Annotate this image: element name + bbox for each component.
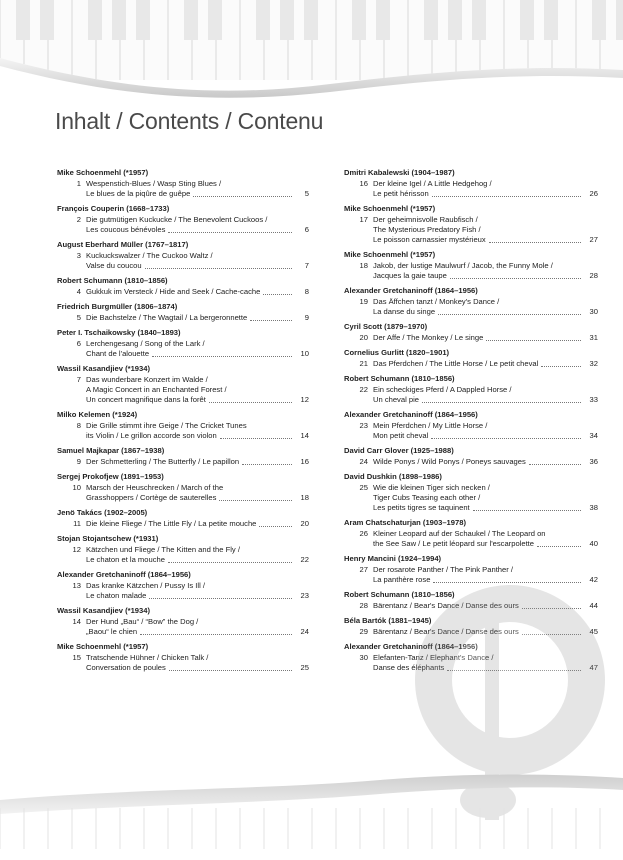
composer-name: Robert Schumann (1810–1856) <box>57 276 168 285</box>
composer-name: Béla Bartók (1881–1945) <box>344 616 432 625</box>
composer-name: David Dushkin (1898–1986) <box>344 472 442 481</box>
piece-title-line: Das Äffchen tanzt / Monkey's Dance / <box>373 297 500 306</box>
piece-title-line: Lerchengesang / Song of the Lark / <box>86 339 205 348</box>
piece-title-line: Die Grille stimmt ihre Geige / The Cricket Tunes <box>86 421 247 430</box>
page-number: 31 <box>589 333 598 342</box>
piece-number: 29 <box>359 627 368 636</box>
piece-title-line: Le poisson carnassier mystérieux <box>373 235 486 244</box>
page-number: 45 <box>589 627 598 636</box>
toc-entry[interactable] <box>344 359 598 369</box>
toc-entry[interactable] <box>344 333 598 343</box>
toc-entry[interactable] <box>57 251 309 271</box>
composer-name: Aram Chatschaturjan (1903–1978) <box>344 518 466 527</box>
composer-group <box>344 204 598 245</box>
piece-title-line: Der Schmetterling / The Butterfly / Le papillon <box>86 457 240 466</box>
dot-leader <box>537 546 581 547</box>
page-number: 40 <box>589 539 598 548</box>
piece-title-line: The Mysterious Predatory Fish / <box>373 225 481 234</box>
toc-entry[interactable] <box>344 653 598 673</box>
dot-leader <box>168 232 292 233</box>
dot-leader <box>433 582 581 583</box>
piece-number: 14 <box>72 617 81 626</box>
piece-number: 12 <box>72 545 81 554</box>
composer-group <box>344 518 598 549</box>
composer-group <box>344 642 598 673</box>
composer-group <box>57 276 309 297</box>
piece-number: 18 <box>359 261 368 270</box>
piece-title-line: „Baou“ le chien <box>86 627 138 636</box>
composer-name: Alexander Gretchaninoff (1864–1956) <box>344 642 478 651</box>
piece-number: 16 <box>359 179 368 188</box>
piano-keyboard-footer <box>0 760 623 849</box>
dot-leader <box>438 314 581 315</box>
piece-title-line: its Violin / Le grillon accorde son violon <box>86 431 217 440</box>
toc-entry[interactable] <box>344 627 598 637</box>
contents-column-right <box>344 168 598 678</box>
toc-entry[interactable] <box>344 565 598 585</box>
dot-leader <box>209 402 292 403</box>
page-number: 32 <box>589 359 598 368</box>
composer-group <box>344 554 598 585</box>
composer-name: Alexander Gretchaninoff (1864–1956) <box>344 410 478 419</box>
page-number: 38 <box>589 503 598 512</box>
piece-number: 1 <box>76 179 81 188</box>
toc-entry[interactable] <box>344 179 598 199</box>
piece-number: 23 <box>359 421 368 430</box>
piece-title-line: Le chaton et la mouche <box>86 555 165 564</box>
piece-title-line: Grasshoppers / Cortège de sauterelles <box>86 493 217 502</box>
page-number: 26 <box>589 189 598 198</box>
dot-leader <box>489 242 581 243</box>
piece-title-line: Les coucous bénévoles <box>86 225 166 234</box>
piece-title-line: Jacques la gaie taupe <box>373 271 447 280</box>
piece-title-line: La panthère rose <box>373 575 431 584</box>
composer-name: Mike Schoenmehl (*1957) <box>57 642 149 651</box>
composer-name: François Couperin (1668–1733) <box>57 204 170 213</box>
piece-number: 21 <box>359 359 368 368</box>
toc-entry[interactable] <box>344 215 598 245</box>
page-title: Inhalt / Contents / Contenu <box>55 108 324 134</box>
piece-title-line: Das kranke Kätzchen / Pussy Is Ill / <box>86 581 206 590</box>
composer-group <box>344 322 598 343</box>
dot-leader <box>220 438 292 439</box>
toc-entry[interactable] <box>344 261 598 281</box>
piece-title-line: Chant de l'alouette <box>86 349 150 358</box>
piece-number: 7 <box>76 375 81 384</box>
piece-title-line: Gukkuk im Versteck / Hide and Seek / Cache-cache <box>86 287 261 296</box>
toc-entry[interactable] <box>57 519 309 529</box>
piece-title-line: Der Hund „Bau“ / “Bow” the Dog / <box>86 617 199 626</box>
composer-group <box>57 240 309 271</box>
piece-title-line: Der geheimnisvolle Raubfisch / <box>373 215 478 224</box>
composer-group <box>57 328 309 359</box>
piano-keyboard-header <box>0 0 623 100</box>
composer-group <box>57 570 309 601</box>
page-number: 36 <box>589 457 598 466</box>
toc-entry[interactable] <box>57 653 309 673</box>
piece-title-line: Danse des éléphants <box>373 663 445 672</box>
dot-leader <box>168 562 292 563</box>
toc-entry[interactable] <box>344 421 598 441</box>
composer-name: Mike Schoenmehl (*1957) <box>344 250 436 259</box>
piece-title-line: Das wunderbare Konzert im Walde / <box>86 375 208 384</box>
composer-group <box>344 250 598 281</box>
composer-group <box>344 590 598 611</box>
page-number: 30 <box>589 307 598 316</box>
piece-title-line: Les petits tigres se taquinent <box>373 503 470 512</box>
toc-entry[interactable] <box>57 215 309 235</box>
piece-title-line: Le petit hérisson <box>373 189 429 198</box>
toc-entry[interactable] <box>57 375 309 405</box>
composer-name: Samuel Majkapar (1867–1938) <box>57 446 165 455</box>
piece-number: 9 <box>76 457 81 466</box>
composer-name: Mike Schoenmehl (*1957) <box>344 204 436 213</box>
page-number: 20 <box>300 519 309 528</box>
dot-leader <box>250 320 292 321</box>
toc-entry[interactable] <box>57 313 309 323</box>
dot-leader <box>259 526 292 527</box>
piece-title-line: Die gutmütigen Kuckucke / The Benevolent Cuckoos / <box>86 215 268 224</box>
composer-name: August Eberhard Müller (1767–1817) <box>57 240 189 249</box>
page-number: 28 <box>589 271 598 280</box>
piece-number: 3 <box>76 251 81 260</box>
composer-name: Cyril Scott (1879–1970) <box>344 322 428 331</box>
piece-number: 4 <box>76 287 81 296</box>
piece-title-line: Der rosarote Panther / The Pink Panther / <box>373 565 513 574</box>
piece-title-line: Kätzchen und Fliege / The Kitten and the Fly / <box>86 545 240 554</box>
toc-entry[interactable] <box>57 287 309 297</box>
composer-group <box>344 374 598 405</box>
piece-title-line: Das Pferdchen / The Little Horse / Le petit cheval <box>373 359 539 368</box>
composer-name: Stojan Stojantschew (*1931) <box>57 534 159 543</box>
page-number: 34 <box>589 431 598 440</box>
piece-title-line: Die kleine Fliege / The Little Fly / La petite mouche <box>86 519 257 528</box>
piece-title-line: Mein Pferdchen / My Little Horse / <box>373 421 488 430</box>
piece-title-line: Tiger Cubs Teasing each other / <box>373 493 481 502</box>
toc-entry[interactable] <box>57 581 309 601</box>
page-number: 27 <box>589 235 598 244</box>
dot-leader <box>140 634 292 635</box>
composer-group <box>57 472 309 503</box>
dot-leader <box>432 196 581 197</box>
piece-title-line: Kuckuckswalzer / The Cuckoo Waltz / <box>86 251 213 260</box>
toc-entry[interactable] <box>57 457 309 467</box>
piece-number: 28 <box>359 601 368 610</box>
composer-name: Friedrich Burgmüller (1806–1874) <box>57 302 178 311</box>
piece-title-line: Wie die kleinen Tiger sich necken / <box>373 483 490 492</box>
page-number: 24 <box>300 627 309 636</box>
toc-entry[interactable] <box>344 297 598 317</box>
page-number: 8 <box>304 287 309 296</box>
dot-leader <box>522 634 581 635</box>
toc-entry[interactable] <box>57 617 309 637</box>
dot-leader <box>219 500 292 501</box>
contents-column-left <box>57 168 309 678</box>
piece-number: 24 <box>359 457 368 466</box>
piece-number: 10 <box>72 483 81 492</box>
page-number: 22 <box>300 555 309 564</box>
page-number: 14 <box>300 431 309 440</box>
page-number: 42 <box>589 575 598 584</box>
composer-name: David Carr Glover (1925–1988) <box>344 446 454 455</box>
piece-title-line: Ein scheckiges Pferd / A Dappled Horse / <box>373 385 512 394</box>
dot-leader <box>450 278 581 279</box>
dot-leader <box>169 670 292 671</box>
toc-entry[interactable] <box>57 179 309 199</box>
piece-title-line: Kleiner Leopard auf der Schaukel / The Leopard on <box>373 529 546 538</box>
page-number: 33 <box>589 395 598 404</box>
dot-leader <box>522 608 581 609</box>
composer-name: Robert Schumann (1810–1856) <box>344 374 455 383</box>
piece-title-line: Jakob, der lustige Maulwurf / Jacob, the Funny Mole / <box>373 261 553 270</box>
toc-entry[interactable] <box>344 483 598 513</box>
toc-entry[interactable] <box>344 385 598 405</box>
piece-title-line: Valse du coucou <box>86 261 142 270</box>
piece-title-line: Wespenstich-Blues / Wasp Sting Blues / <box>86 179 222 188</box>
composer-group <box>344 616 598 637</box>
composer-group <box>57 302 309 323</box>
page-number: 9 <box>304 313 309 322</box>
composer-group <box>57 168 309 199</box>
composer-group <box>344 446 598 467</box>
dot-leader <box>193 196 292 197</box>
toc-entry[interactable] <box>344 601 598 611</box>
dot-leader <box>263 294 292 295</box>
toc-entry[interactable] <box>344 529 598 549</box>
page-number: 10 <box>300 349 309 358</box>
piece-title-line: Mon petit cheval <box>373 431 429 440</box>
composer-group <box>57 606 309 637</box>
piece-title-line: Marsch der Heuschrecken / March of the <box>86 483 224 492</box>
composer-name: Robert Schumann (1810–1856) <box>344 590 455 599</box>
dot-leader <box>152 356 292 357</box>
piece-title-line: Bärentanz / Bear's Dance / Danse des ours <box>373 627 519 636</box>
piece-number: 2 <box>76 215 81 224</box>
piece-title-line: Tratschende Hühner / Chicken Talk / <box>86 653 209 662</box>
piece-number: 8 <box>76 421 81 430</box>
piece-number: 26 <box>359 529 368 538</box>
composer-name: Wassil Kasandjiev (*1934) <box>57 606 150 615</box>
page-number: 23 <box>300 591 309 600</box>
dot-leader <box>422 402 581 403</box>
piece-number: 30 <box>359 653 368 662</box>
page-number: 7 <box>304 261 309 270</box>
composer-name: Mike Schoenmehl (*1957) <box>57 168 149 177</box>
piece-number: 13 <box>72 581 81 590</box>
piece-title-line: Bärentanz / Bear's Dance / Danse des ours <box>373 601 519 610</box>
piece-title-line: A Magic Concert in an Enchanted Forest / <box>86 385 227 394</box>
composer-group <box>344 168 598 199</box>
piece-title-line: Der Affe / The Monkey / Le singe <box>373 333 484 342</box>
composer-name: Sergej Prokofjew (1891–1953) <box>57 472 164 481</box>
piece-number: 19 <box>359 297 368 306</box>
composer-name: Milko Kelemen (*1924) <box>57 410 138 419</box>
composer-group <box>57 534 309 565</box>
piece-title-line: the See Saw / Le petit léopard sur l'escarpolette <box>373 539 535 548</box>
composer-group <box>57 446 309 467</box>
piece-number: 20 <box>359 333 368 342</box>
page-number: 16 <box>300 457 309 466</box>
dot-leader <box>486 340 581 341</box>
piece-title-line: Un concert magnifique dans la forêt <box>86 395 206 404</box>
dot-leader <box>145 268 292 269</box>
composer-group <box>344 410 598 441</box>
composer-name: Wassil Kasandjiev (*1934) <box>57 364 150 373</box>
dot-leader <box>529 464 581 465</box>
composer-name: Jenö Takács (1902–2005) <box>57 508 148 517</box>
page-number: 25 <box>300 663 309 672</box>
dot-leader <box>242 464 292 465</box>
composer-group <box>57 410 309 441</box>
piece-number: 6 <box>76 339 81 348</box>
composer-group <box>344 286 598 317</box>
piece-number: 17 <box>359 215 368 224</box>
page-number: 47 <box>589 663 598 672</box>
dot-leader <box>541 366 581 367</box>
composer-group <box>57 508 309 529</box>
dot-leader <box>447 670 581 671</box>
toc-entry[interactable] <box>57 483 309 503</box>
composer-group <box>344 472 598 513</box>
composer-group <box>57 204 309 235</box>
dot-leader <box>431 438 581 439</box>
composer-group <box>57 642 309 673</box>
piece-number: 25 <box>359 483 368 492</box>
toc-entry[interactable] <box>57 421 309 441</box>
piece-number: 22 <box>359 385 368 394</box>
piece-title-line: Elefanten-Tanz / Elephant's Dance / <box>373 653 494 662</box>
piece-title-line: Le chaton malade <box>86 591 147 600</box>
composer-name: Cornelius Gurlitt (1820–1901) <box>344 348 450 357</box>
toc-entry[interactable] <box>57 545 309 565</box>
page-number: 5 <box>304 189 309 198</box>
piece-title-line: Le blues de la piqûre de guêpe <box>86 189 191 198</box>
piece-title-line: Die Bachstelze / The Wagtail / La bergeronnette <box>86 313 248 322</box>
piece-number: 11 <box>73 519 81 528</box>
composer-group <box>344 348 598 369</box>
toc-entry[interactable] <box>57 339 309 359</box>
composer-name: Henry Mancini (1924–1994) <box>344 554 442 563</box>
page-number: 6 <box>304 225 309 234</box>
piece-title-line: Un cheval pie <box>373 395 420 404</box>
piece-number: 5 <box>76 313 81 322</box>
piece-number: 27 <box>359 565 368 574</box>
composer-group <box>57 364 309 405</box>
dot-leader <box>473 510 581 511</box>
toc-entry[interactable] <box>344 457 598 467</box>
piece-title-line: Der kleine Igel / A Little Hedgehog / <box>373 179 492 188</box>
piece-title-line: La danse du singe <box>373 307 436 316</box>
page-number: 44 <box>589 601 598 610</box>
page-number: 12 <box>300 395 309 404</box>
composer-name: Dmitri Kabalewski (1904–1987) <box>344 168 455 177</box>
composer-name: Peter I. Tschaikowsky (1840–1893) <box>57 328 181 337</box>
dot-leader <box>149 598 292 599</box>
piece-title-line: Wilde Ponys / Wild Ponys / Poneys sauvages <box>373 457 526 466</box>
piece-title-line: Conversation de poules <box>86 663 166 672</box>
page-number: 18 <box>300 493 309 502</box>
composer-name: Alexander Gretchaninoff (1864–1956) <box>57 570 191 579</box>
composer-name: Alexander Gretchaninoff (1864–1956) <box>344 286 478 295</box>
piece-number: 15 <box>72 653 81 662</box>
